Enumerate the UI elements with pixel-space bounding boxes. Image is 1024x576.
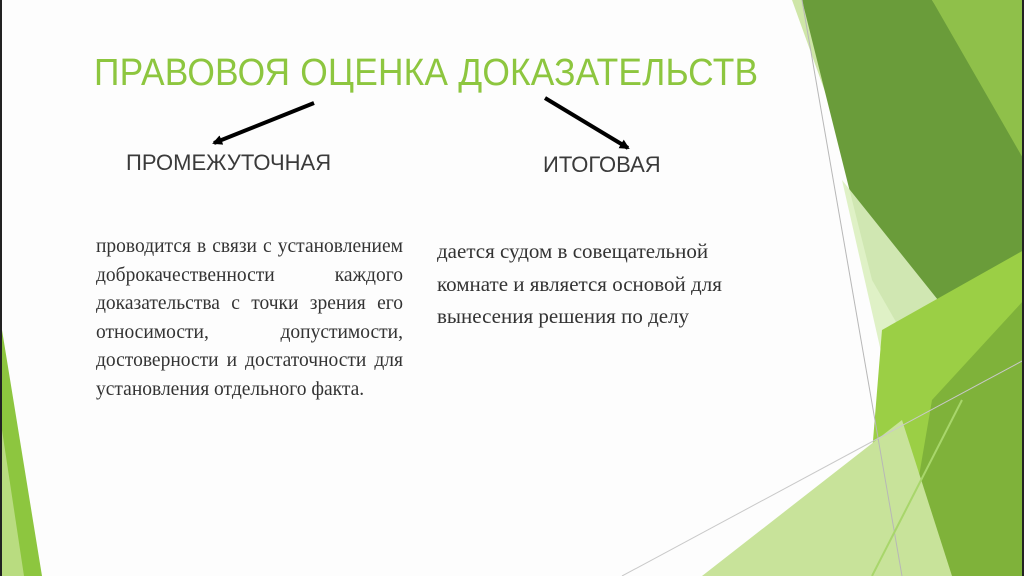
right-heading: ИТОГОВАЯ: [543, 152, 661, 177]
left-description: проводится в связи с установлением доброкачественности каждого доказательства с точки зрения его относимости, допустимости, достоверности и достаточности для установления отдельного факта.: [96, 236, 403, 400]
left-heading: ПРОМЕЖУТОЧНАЯ: [126, 150, 332, 175]
arrow-left: [214, 103, 314, 143]
slide-title: ПРАВОВОЯ ОЦЕНКА ДОКАЗАТЕЛЬСТВ: [94, 52, 759, 94]
right-description: дается судом в совещательной комнате и является основой для вынесения решения по делу: [437, 239, 722, 328]
arrow-right: [545, 98, 628, 148]
